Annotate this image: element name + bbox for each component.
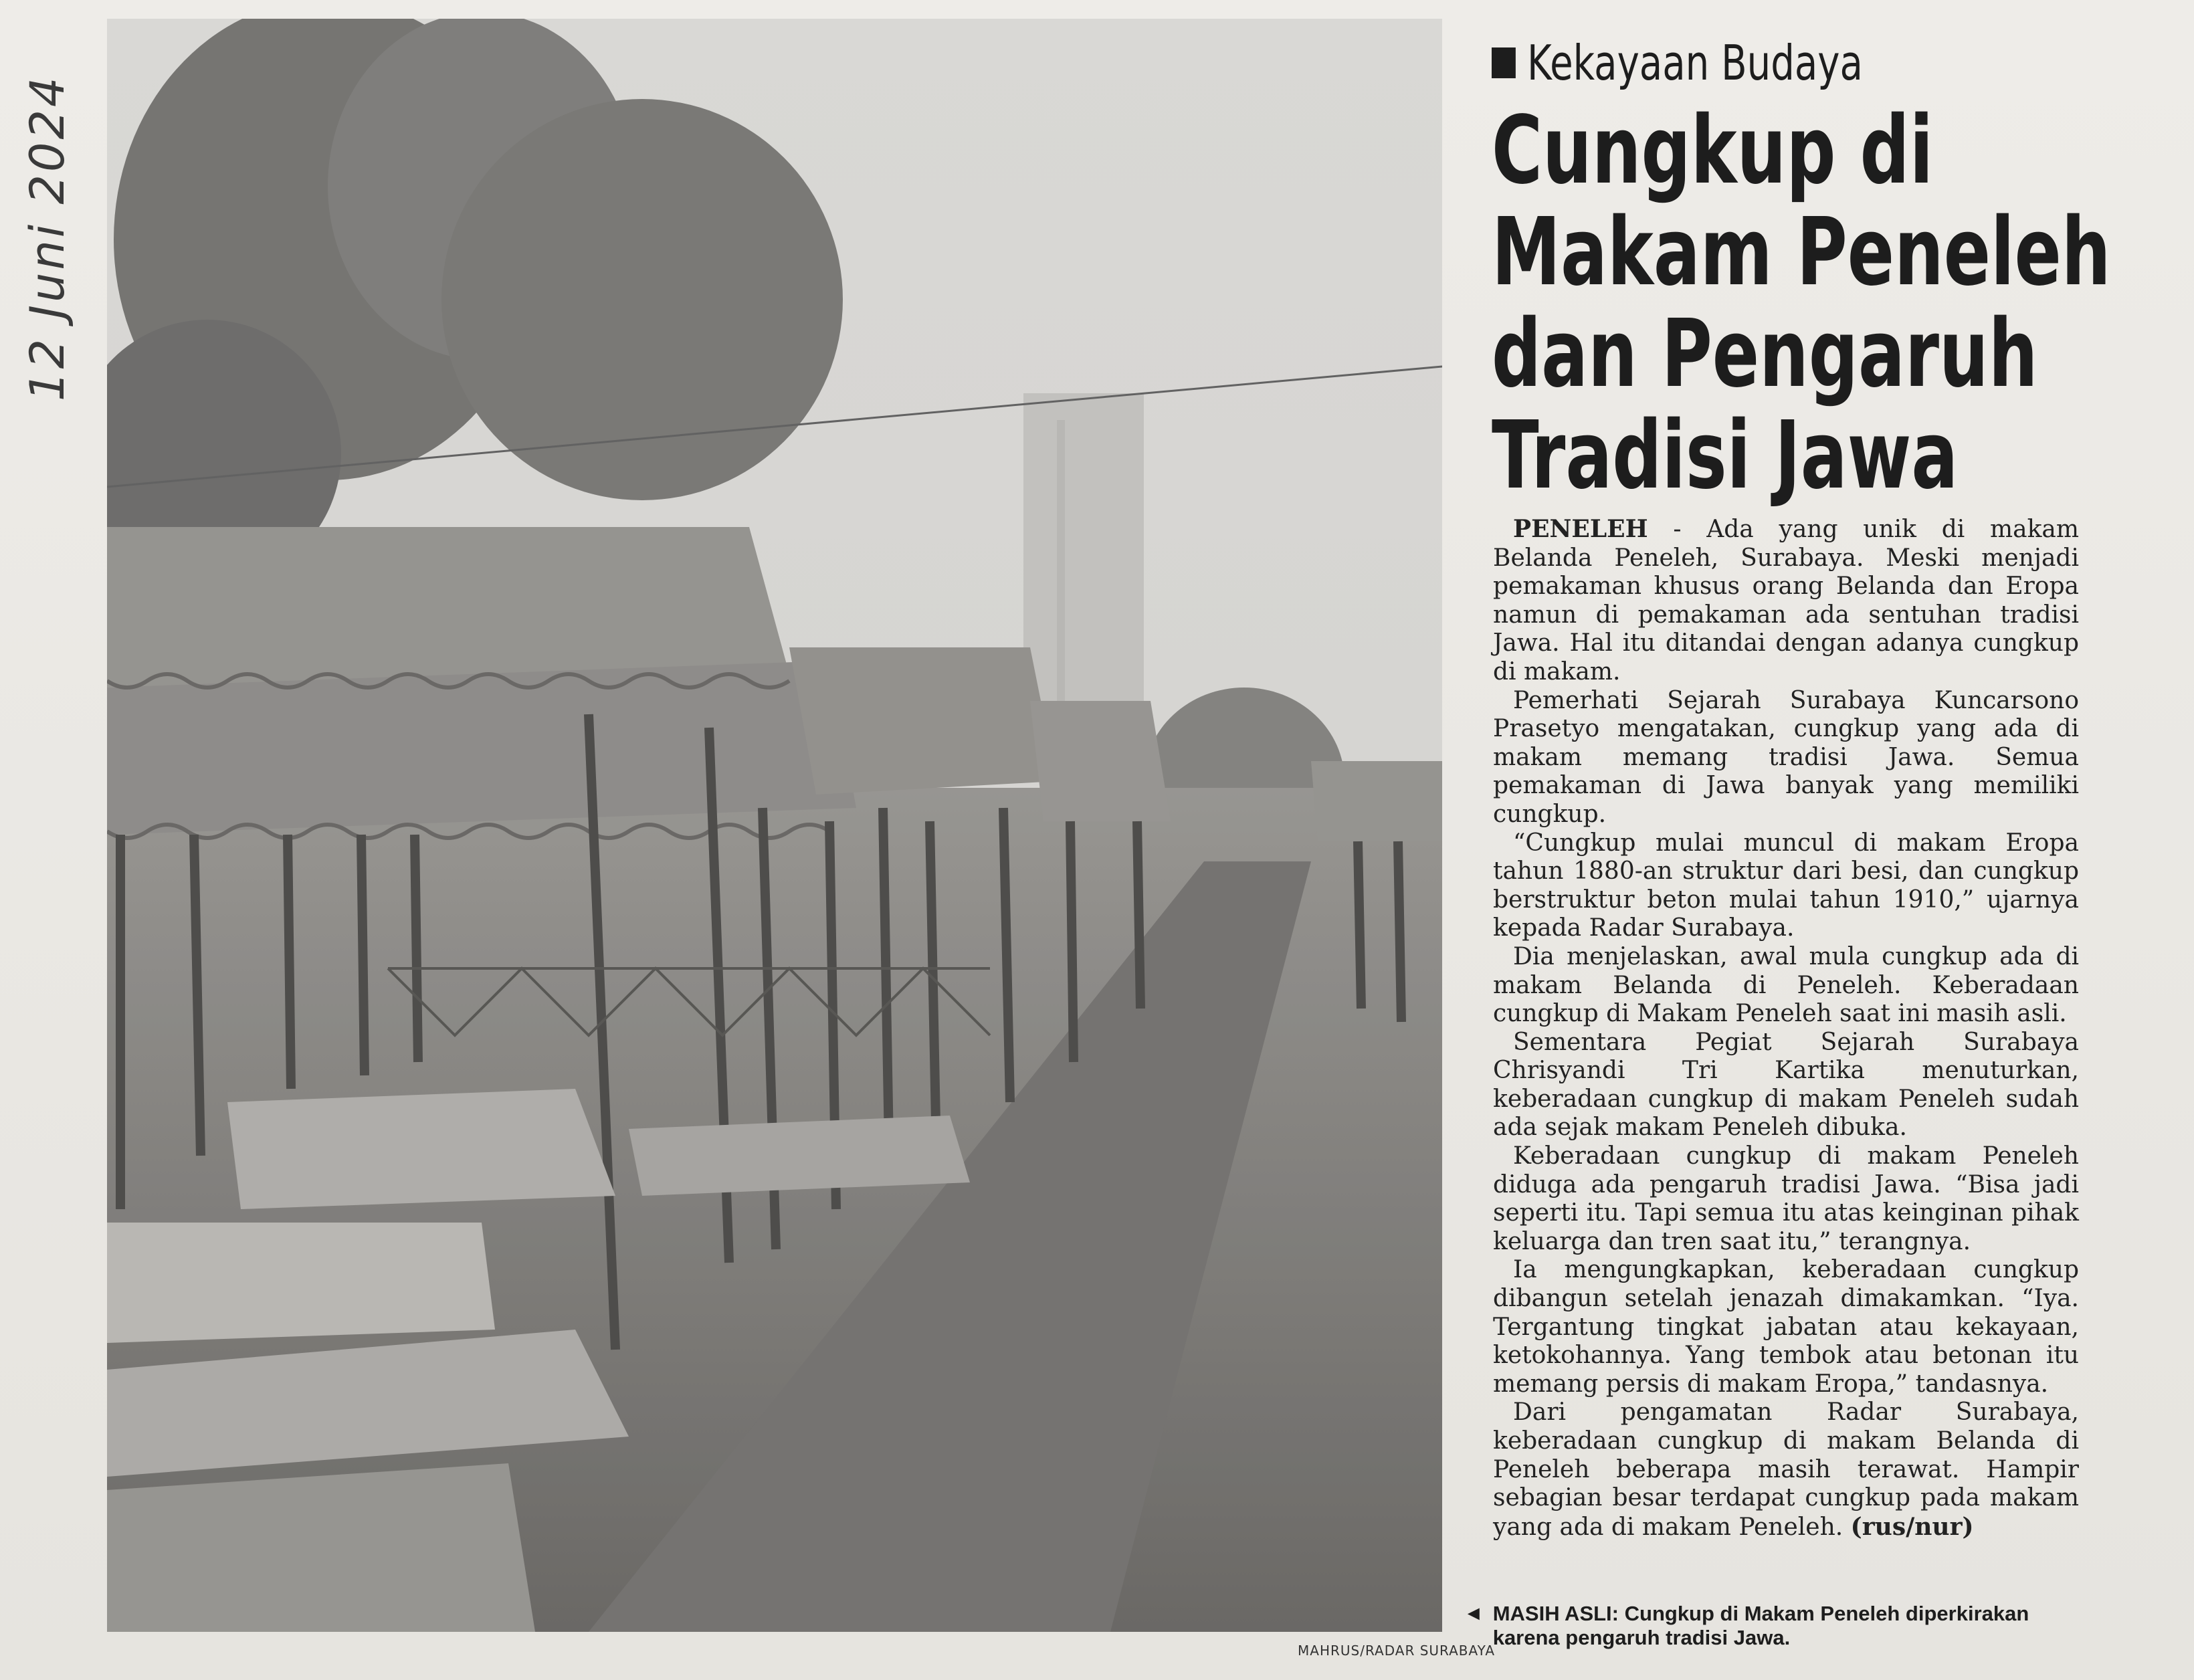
headline-line: Cungkup di xyxy=(1492,96,1934,205)
handwritten-date-note: 12 Juni 2024 xyxy=(20,74,75,401)
article-paragraph xyxy=(1493,1398,2079,1542)
cemetery-photo xyxy=(107,19,1442,1632)
headline-line: Tradisi Jawa xyxy=(1492,401,1959,510)
paragraph-text: - Ada yang unik di makam Belanda Peneleh, Surabaya. Meski menjadi pemakaman khusus orang Belanda dan Eropa namun di pemakaman ada sentuhan tradisi Jawa. Hal itu ditandai dengan adanya cungkup di makam. xyxy=(1493,516,2079,686)
article-paragraph xyxy=(1493,515,2079,687)
caption-text xyxy=(1493,1602,2079,1650)
article-body xyxy=(1493,515,2079,1542)
paragraph-text: Dari pengamatan Radar Surabaya, keberadaan cungkup di makam Belanda di Peneleh beberapa masih terawat. Hampir sebagian besar terdapat cungkup pada makam yang ada di makam Peneleh. xyxy=(1493,1398,2079,1541)
dateline: PENELEH xyxy=(1513,515,1648,543)
article-paragraph: Keberadaan cungkup di makam Peneleh diduga ada pengaruh tradisi Jawa. “Bisa jadi seperti itu. Tapi semua itu atas keinginan pihak keluarga dan tren saat itu,” terangnya. xyxy=(1493,1142,2079,1255)
article-paragraph: Pemerhati Sejarah Surabaya Kuncarsono Prasetyo mengatakan, cungkup yang ada di makam memang tradisi Jawa. Semua pemakaman di Jawa banyak yang memiliki cungkup. xyxy=(1493,686,2079,828)
article-paragraph: Ia mengungkapkan, keberadaan cungkup dibangun setelah jenazah dimakamkan. “Iya. Tergantung tingkat jabatan atau kekayaan, ketokohannya. Yang tembok atau betonan itu memang persis di makam Eropa,” tandasnya. xyxy=(1493,1256,2079,1398)
headline-line: Makam Peneleh xyxy=(1492,198,2111,307)
kicker xyxy=(1492,35,1951,91)
article-paragraph: Dia menjelaskan, awal mula cungkup ada di makam Belanda di Peneleh. Keberadaan cungkup di Makam Peneleh saat ini masih asli. xyxy=(1493,942,2079,1028)
headline-line: dan Pengaruh xyxy=(1492,300,2038,409)
photo-caption xyxy=(1464,1602,2079,1650)
kicker-square-icon xyxy=(1492,47,1516,78)
article-header xyxy=(1492,27,2111,510)
caption-body: Cungkup di Makam Peneleh diperkirakan karena pengaruh tradisi Jawa. xyxy=(1492,1602,2029,1649)
caption-arrow-icon: ◄ xyxy=(1464,1602,1484,1624)
article-paragraph: Sementara Pegiat Sejarah Surabaya Chrisyandi Tri Kartika menuturkan, keberadaan cungkup di makam Peneleh sudah ada sejak makam Peneleh dibuka. xyxy=(1493,1028,2079,1142)
article-paragraph: “Cungkup mulai muncul di makam Eropa tahun 1880-an struktur dari besi, dan cungkup berstruktur beton mulai tahun 1910,” ujarnya kepada Radar Surabaya. xyxy=(1493,829,2079,942)
headline xyxy=(1492,96,2111,510)
photo-credit: MAHRUS/RADAR SURABAYA xyxy=(1298,1643,1495,1659)
signoff: (rus/nur) xyxy=(1850,1512,1974,1541)
caption-lead: MASIH ASLI: xyxy=(1492,1602,1619,1625)
kicker-text: Kekayaan Budaya xyxy=(1527,35,1863,91)
